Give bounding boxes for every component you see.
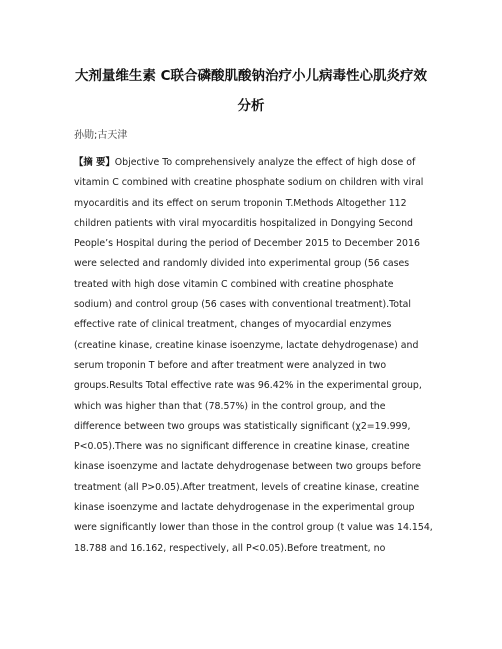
abstract-line: treatment (all P>0.05).After treatment, levels of creatine kinase, creatine xyxy=(74,481,420,493)
abstract-line-text: Objective To comprehensively analyze the effect of high dose of xyxy=(114,157,416,168)
abstract-line: vitamin C combined with creatine phosphate sodium on children with viral xyxy=(74,177,424,189)
abstract-line: kinase isoenzyme and lactate dehydrogenase in the experimental group xyxy=(74,502,415,514)
abstract-line: children patients with viral myocarditis hospitalized in Dongying Second xyxy=(74,217,414,229)
abstract-line: myocarditis and its effect on serum troponin T.Methods Altogether 112 xyxy=(74,197,407,209)
abstract-line: P<0.05).There was no significant difference in creatine kinase, creatine xyxy=(74,441,410,453)
abstract-line: groups.Results Total effective rate was 96.42% in the experimental group, xyxy=(74,380,422,392)
abstract-line: were selected and randomly divided into experimental group (56 cases xyxy=(74,258,410,270)
abstract-line xyxy=(74,153,446,173)
abstract-line: were significantly lower than those in the control group (t value was 14.154, xyxy=(74,522,433,534)
paper-title-line-2: 分析 xyxy=(237,98,265,114)
abstract-line: serum troponin T before and after treatment were analyzed in two xyxy=(74,359,387,371)
abstract-line: kinase isoenzyme and lactate dehydrogenase between two groups before xyxy=(74,461,422,473)
paper-authors: 孙勋;古天津 xyxy=(74,130,128,141)
abstract-line: difference between two groups was statistically significant (χ2=19.999, xyxy=(74,420,411,432)
abstract-line: People’s Hospital during the period of December 2015 to December 2016 xyxy=(74,238,420,250)
abstract-label: 【摘 要】 xyxy=(74,157,115,168)
abstract xyxy=(74,153,446,559)
abstract-line: (creatine kinase, creatine kinase isoenzyme, lactate dehydrogenase) and xyxy=(74,339,419,351)
abstract-line: sodium) and control group (56 cases with conventional treatment).Total xyxy=(74,299,411,311)
abstract-line: effective rate of clinical treatment, changes of myocardial enzymes xyxy=(74,319,392,331)
abstract-line: treated with high dose vitamin C combined with creatine phosphate xyxy=(74,278,394,290)
paper-title-line-1: 大剂量维生素 C联合磷酸肌酸钠治疗小儿病毒性心肌炎疗效 xyxy=(74,68,428,84)
abstract-line: 18.788 and 16.162, respectively, all P<0.05).Before treatment, no xyxy=(74,542,386,554)
abstract-line: which was higher than that (78.57%) in the control group, and the xyxy=(74,400,386,412)
